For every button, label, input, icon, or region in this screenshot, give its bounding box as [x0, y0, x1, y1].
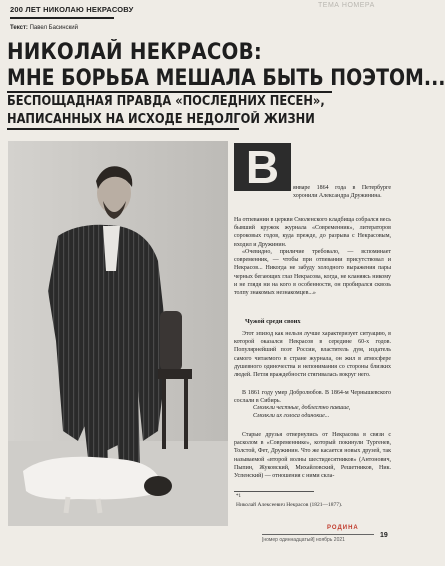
footnote-mark: *1 [236, 494, 241, 499]
title-underline [7, 91, 332, 93]
page-number: 19 [380, 532, 388, 539]
article-intro: январе 1864 года в Петербурге хоронили Александра Дружинина. [293, 185, 391, 200]
section-header: 200 ЛЕТ НИКОЛАЮ НЕКРАСОВУ [10, 5, 134, 14]
byline-label: Текст: [10, 25, 28, 31]
portrait-photo [8, 141, 228, 526]
portrait-illustration [8, 141, 228, 526]
header-rule [10, 17, 114, 19]
mirrored-bleed-text: ТЕМА НОМЕРА [318, 2, 375, 9]
drop-cap: В [234, 143, 291, 191]
article-paragraph-5: Старые друзья отвернулись от Некрасова в связи с расколом в «Современнике», который покинули Тургенев, Толстой, Фет, Дружинин. Что же касается новых друзей, так называемой «второй волны шестидесятников» (Антонович, Пыпин, Жуковский, Михайловский, Решетников, Ник. Успенский) — отношения с ними скла- [234, 432, 391, 480]
title-line-1: НИКОЛАЙ НЕКРАСОВ: [7, 40, 262, 65]
footer-rule [262, 534, 374, 535]
footnote-text: Николай Алексеевич Некрасов (1821—1877). [236, 502, 343, 508]
article-paragraph-1: На отпевании в церкви Смоленского кладбища собрался весь бывший кружок журнала «Современник», литераторов сороковых годов, куда прежде, до разрыва с Некрасовым, входил и Дружинин. [234, 217, 391, 248]
article-paragraph-3: Этот эпизод как нельзя лучше характеризует ситуацию, в которой оказался Некрасов в середине 60-х годов. Популярнейший поэт России, властитель дум, издатель самого читаемого в стране журнала, он жил в атмосфере душевного одиночества и непонимания со стороны близких людей. Петля враждебности стягивалась вокруг него. [234, 331, 391, 379]
article-subheading: Чужой среди своих [245, 318, 301, 325]
issue-info: [номер одиннадцатый] ноябрь 2021 [262, 537, 345, 543]
subtitle-line-1: БЕСПОЩАДНАЯ ПРАВДА «ПОСЛЕДНИХ ПЕСЕН», [7, 94, 325, 109]
article-paragraph-4: В 1861 году умер Добролюбов. В 1864-м Чернышевского сослали в Сибирь. [234, 390, 391, 405]
byline [10, 25, 78, 31]
article-paragraph-2: «Очевидно, приличие требовало, — вспоминает современник, — чтобы при отпевании присутствовал и Некрасов... Никогда не забуду холодного выражения пары черных бегающих глаз Некрасова, когда, не кланяясь никому и не глядя ни на кого в особенности, он пробирался сквозь толпу знакомых незнакомцев...» [234, 249, 391, 297]
poem-line-2: Смолкли их голоса одинокие... [253, 413, 330, 419]
poem-line-1: Смолкли честные, доблестно павшие, [253, 405, 351, 411]
subtitle-line-2: НАПИСАННЫХ НА ИСХОДЕ НЕДОЛГОЙ ЖИЗНИ [7, 112, 315, 127]
magazine-name: РОДИНА [327, 525, 359, 531]
title-line-2: МНЕ БОРЬБА МЕШАЛА БЫТЬ ПОЭТОМ... [7, 66, 445, 91]
footnote-rule [234, 491, 314, 492]
subtitle-rule [7, 128, 239, 130]
byline-author: Павел Басинский [29, 25, 78, 31]
